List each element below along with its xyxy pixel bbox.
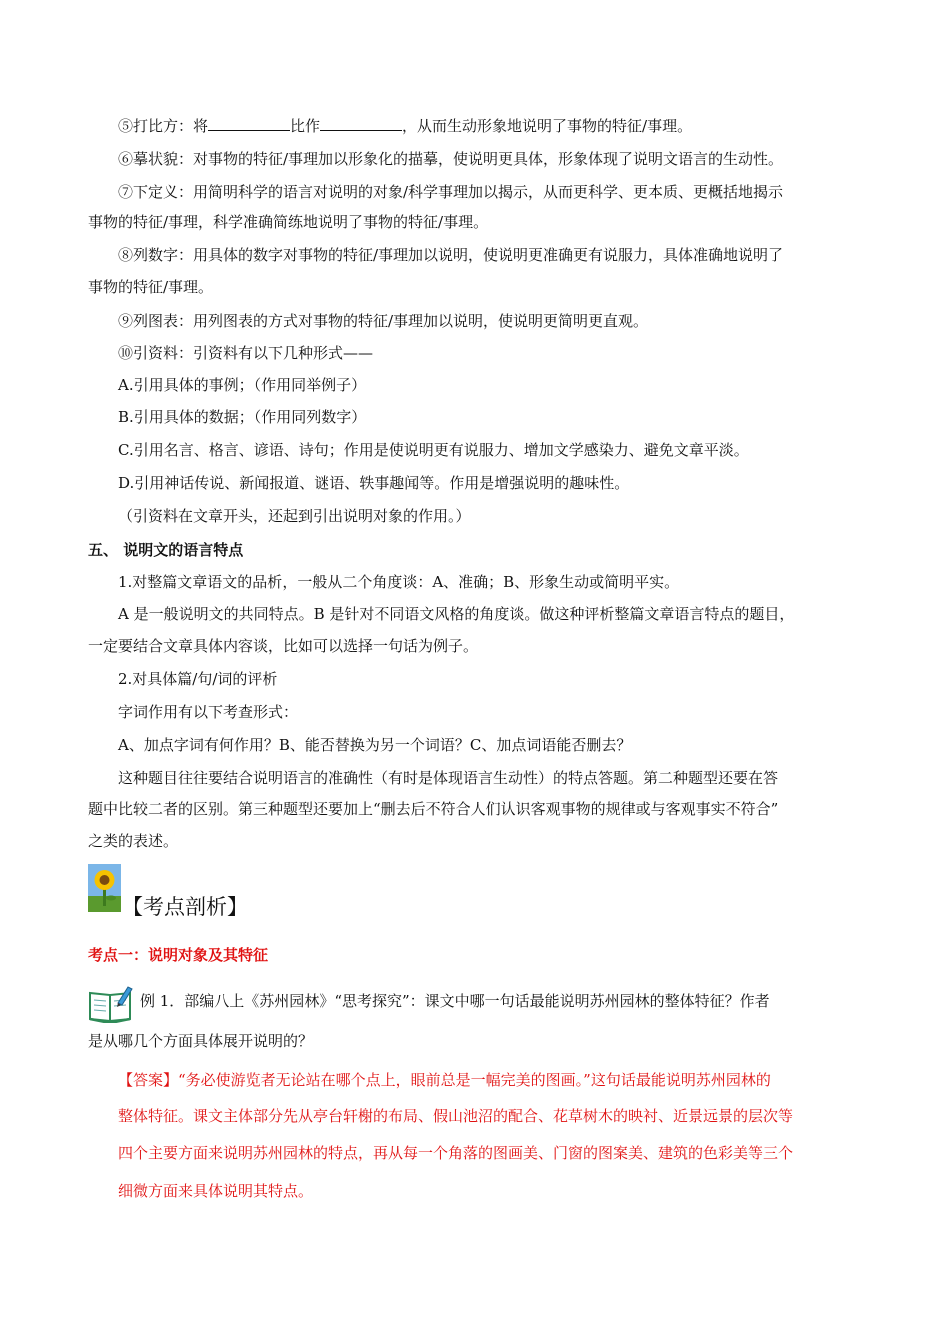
quote-form-b: B.引用具体的数据；（作用同列数字） (118, 408, 367, 426)
answer-line-4: 细微方面来具体说明其特点。 (118, 1182, 314, 1200)
answer-line-3: 四个主要方面来说明苏州园林的特点，再从每一个角落的图画美、门窗的图案美、建筑的色彩美等三个 (118, 1144, 794, 1162)
section-5-para-1: 1.对整篇文章语文的品析，一般从二个角度谈：A、准确；B、形象生动或简明平实。 (118, 573, 680, 591)
sunflower-icon (88, 864, 121, 912)
analysis-heading: 【考点剖析】 (122, 895, 248, 919)
section-5-para-4: 字词作用有以下考查形式： (118, 703, 299, 721)
section-5-para-6-line2: 题中比较二者的区别。第三种题型还要加上“删去后不符合人们认识客观事物的规律或与客观事实不符合” (88, 800, 779, 818)
answer-line-1: 【答案】“务必使游览者无论站在哪个点上，眼前总是一幅完美的图画。”这句话最能说明苏州园林的 (118, 1071, 771, 1089)
method-item-5 (118, 116, 692, 136)
method-item-7-line2: 事物的特征/事理，科学准确简练地说明了事物的特征/事理。 (88, 213, 489, 231)
quote-form-a: A.引用具体的事例；（作用同举例子） (118, 376, 367, 394)
kaodian-1-title: 考点一：说明对象及其特征 (88, 946, 269, 964)
section-5-para-5: A、加点字词有何作用？B、能否替换为另一个词语？C、加点词语能否删去？ (118, 736, 632, 754)
book-pencil-icon (88, 983, 134, 1023)
quote-form-c: C.引用名言、格言、谚语、诗句；作用是使说明更有说服力、增加文学感染力、避免文章平淡。 (118, 441, 749, 459)
section-5-title: 五、 说明文的语言特点 (88, 541, 244, 559)
method-item-7-line1: ⑦下定义：用简明科学的语言对说明的对象/科学事理加以揭示，从而更科学、更本质、更概括地揭示 (118, 183, 784, 201)
method-item-6: ⑥摹状貌：对事物的特征/事理加以形象化的描摹，使说明更具体，形象体现了说明文语言的生动性。 (118, 150, 784, 168)
item-5-prefix: ⑤打比方：将 (118, 117, 209, 135)
example-1-line1: 例 1．部编八上《苏州园林》“思考探究”：课文中哪一句话最能说明苏州园林的整体特征？作者 (140, 992, 770, 1010)
method-item-10: ⑩引资料：引资料有以下几种形式—— (118, 344, 374, 362)
section-5-para-2-line1: A 是一般说明文的共同特点。B 是针对不同语文风格的角度谈。做这种评析整篇文章语言特点的题目， (118, 605, 795, 623)
method-item-8-line2: 事物的特征/事理。 (88, 278, 214, 296)
fill-blank-1 (208, 116, 290, 131)
section-5-para-6-line3: 之类的表述。 (88, 832, 179, 850)
quote-note: （引资料在文章开头，还起到引出说明对象的作用。） (118, 507, 471, 525)
item-5-suffix: ，从而生动形象地说明了事物的特征/事理。 (402, 117, 693, 135)
method-item-9: ⑨列图表：用列图表的方式对事物的特征/事理加以说明，使说明更简明更直观。 (118, 312, 649, 330)
section-5-para-2-line2: 一定要结合文章具体内容谈，比如可以选择一句话为例子。 (88, 637, 479, 655)
quote-form-d: D.引用神话传说、新闻报道、谜语、轶事趣闻等。作用是增强说明的趣味性。 (118, 474, 630, 492)
item-5-middle: 比作 (290, 117, 321, 135)
fill-blank-2 (320, 116, 402, 131)
method-item-8-line1: ⑧列数字：用具体的数字对事物的特征/事理加以说明，使说明更准确更有说服力，具体准确地说明了 (118, 246, 784, 264)
answer-line-2: 整体特征。课文主体部分先从亭台轩榭的布局、假山池沼的配合、花草树木的映衬、近景远景的层次等 (118, 1107, 794, 1125)
section-5-para-6-line1: 这种题目往往要结合说明语言的准确性（有时是体现语言生动性）的特点答题。第二种题型还要在答 (118, 769, 779, 787)
example-1-line2: 是从哪几个方面具体展开说明的？ (88, 1032, 314, 1050)
section-5-para-3: 2.对具体篇/句/词的评析 (118, 670, 278, 688)
